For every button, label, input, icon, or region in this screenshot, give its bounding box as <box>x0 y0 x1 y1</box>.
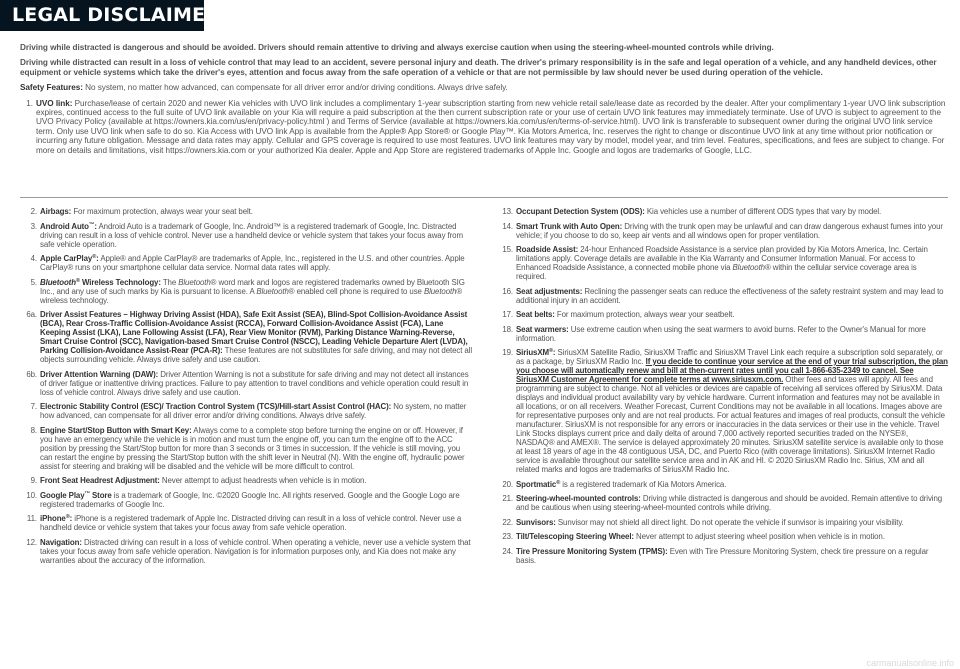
disclaimer-6a: 6a. Driver Assist Features – Highway Driving Assist (HDA), Safe Exit Assist (SEA), Blind-Spot Collision-Avoidance Assist (BCA), Rear Cross-Traffic Collision-Avoidance Assist (RCCA), Forward Collision-Avoidance Assist (FCA), Lane Keeping Assist (LKA), Lane Following Assist (LFA), Rear View Monitor (RVM), Parking Distance Warning-Reverse, Smart Cruise Control (SCC), Navigation-based Smart Cruise Control (NSCC), Leading Vehicle Departure Alert (LVDA), Parking Collision-Avoidance Assist-Rear (PCA-R): These features are not substitutes for safe driving, and may not detect all objects surrounding vehicle. Always drive safely and use caution. <box>26 310 473 364</box>
disclaimer-19: 19. SiriusXM®: SiriusXM Satellite Radio, SiriusXM Traffic and SiriusXM Travel Link each require a subscription sold separately, or as a package, by SiriusXM Radio Inc. If you decide to continue your service at the end of your trial subscription, the plan you choose will automatically renew and bill at then-current rates until you call 1-866-635-2349 to cancel. See SiriusXM Customer Agreement for complete terms at www.siriusxm.com. Other fees and taxes will apply. All fees and programming are subject to change. Not all vehicles or devices are capable of receiving all services offered by SiriusXM. Data displays and individual product availability vary by vehicle hardware. Current information and features may not be available in all locations, or on all receivers. Weather Forecast, Current Conditions may not be available in all locations. Images above are for representative purposes only and are not real products. For actual features and images of real products, consult the vehicle manufacturer. SiriusXM is not responsible for any errors or inaccuracies in the data services or their use in the vehicle. Travel Link Stocks displays current price and daily delta of around 7,000 actively reported securities traded on the NYSE®, NASDAQ® and AMEX®. The service is delayed approximately 20 minutes. SiriusXM satellite service is available only to those at least 18 years of age in the 48 contiguous USA, DC, and Puerto Rico (with coverage limitations). SiriusXM Internet Radio service is available throughout our satellite service area and in AK and HI. © 2020 SiriusXM Radio Inc. Sirius, XM and all related marks and logos are trademarks of SiriusXM Radio Inc. <box>502 348 948 474</box>
disclaimer-7: 7. Electronic Stability Control (ESC)/ Traction Control System (TCS)/Hill-start Assist Control (HAC): No system, no matter how advanced, can compensate for all driver error and/or driving conditions. Always drive safely. <box>30 402 467 420</box>
disclaimer-14: 14. Smart Trunk with Auto Open: Driving with the trunk open may be unlawful and can draw dangerous exhaust fumes into your vehicle; if you choose to do so, keep air vents and all windows open for proper ventilation. <box>502 221 943 240</box>
disclaimers-left-column <box>20 207 472 570</box>
distraction-warning-short: Driving while distracted is dangerous and should be avoided. Drivers should remain attentive to driving and always exercise caution when using the steering-wheel-mounted controls while driving. <box>20 43 774 52</box>
disclaimer-18: 18. Seat warmers: Use extreme caution when using the seat warmers to avoid burns. Refer to the Owner's Manual for more information. <box>502 324 926 343</box>
site-watermark: carmanualsonline.info <box>866 658 954 668</box>
disclaimer-6b: 6b. Driver Attention Warning (DAW): Driver Attention Warning is not a substitute for safe driving and may not detect all instances of driver fatigue or inattentive driving practices. Failure to pay attention to travel conditions and vehicle operation could result in loss of vehicle control. Always drive safely and use caution. <box>26 369 469 397</box>
header-bar <box>0 0 235 31</box>
disclaimer-2: 2. Airbags: For maximum protection, always wear your seat belt. <box>30 207 253 216</box>
section-divider <box>20 197 948 198</box>
safety-features-label: Safety Features: <box>20 83 83 93</box>
disclaimer-1-label: UVO link: <box>36 98 73 108</box>
disclaimer-12: 12. Navigation: Distracted driving can result in a loss of vehicle control. When operating a vehicle, never use a vehicle system that takes your focus away from safe vehicle operation. Navigation is for information purposes only, and Kia does not make any warranties about the accuracy of the information. <box>26 537 471 565</box>
page-title: LEGAL DISCLAIMERS <box>12 4 235 26</box>
disclaimer-8: 8. Engine Start/Stop Button with Smart Key: Always come to a complete stop before turning the engine on or off. However, if you have an emergency while the vehicle is in motion and must turn the engine off, you can turn the engine off to the ACC position by pressing the Start/Stop button for more than 3 seconds or 3 times in succession. If the vehicle is still moving, you can restart the engine by pressing the Start/Stop button with the shift lever in Neutral (N). With the engine off, hydraulic power assist for steering and braking will be disabled and the vehicle will be more difficult to control. <box>30 425 465 471</box>
safety-features-text: No system, no matter how advanced, can compensate for all driver error and/or driving conditions. Always drive safely. <box>85 83 508 93</box>
disclaimer-23: 23. Tilt/Telescoping Steering Wheel: Never attempt to adjust steering wheel position when vehicle is in motion. <box>502 532 885 541</box>
disclaimer-10: 10. Google Play™ Store is a trademark of Google, Inc. ©2020 Google Inc. All rights reserved. Google and the Google Logo are registered trademarks of Google Inc. <box>26 490 460 509</box>
disclaimer-1: 1. UVO link: Purchase/lease of certain 2020 and newer Kia vehicles with UVO link includes a complimentary 1-year subscription starting from new vehicle retail sale/lease date as recorded by the dealer. After your complimentary 1-year UVO link subscription expires, continued access to the full suite of UVO link available on your Kia will require a paid subscription at the then current subscription rate or your use of certain UVO link features may immediately terminate. Use of UVO is subject to agreement to the UVO Privacy Policy (available at https://owners.kia.com/us/en/privacy-policy.html ) and Terms of Service (available at https://owners.kia.com/us/en/terms-of-service.html). UVO link is transferable to subsequent owner during the original UVO link service term. Only use UVO link when safe to do so. Kia Access with UVO link App is available from the Apple® App Store® or Google Play™. Kia Motors America, Inc. reserves the right to change or discontinue UVO link at any time without prior notification or incurring any future obligation. Message and data rates may apply. Cellular and GPS coverage is required to use most features. UVO link features may vary by model, model year, and trim level. Features, specifications, and fees are subject to change. For more on details and limitations, visit https://owners.kia.com or your authorized Kia dealer. Apple and App Store are registered trademarks of Apple Inc. Google and logos are trademarks of Google, LLC. <box>26 98 946 155</box>
disclaimer-24: 24. Tire Pressure Monitoring System (TPMS): Even with Tire Pressure Monitoring System, check tire pressure on a regular basis. <box>502 546 929 565</box>
disclaimer-22: 22. Sunvisors: Sunvisor may not shield all direct light. Do not operate the vehicle if sunvisor is impairing your visibility. <box>502 517 904 527</box>
safety-features-note <box>20 83 948 92</box>
disclaimer-11: 11. iPhone®: iPhone is a registered trademark of Apple Inc. Distracted driving can result in a loss of vehicle control. Never use a handheld device or vehicle system that takes your focus away from safe vehicle operation. <box>26 514 462 532</box>
disclaimer-5: 5. Bluetooth® Wireless Technology: The Bluetooth® word mark and logos are registered trademarks owned by Bluetooth SIG Inc., and any use of such marks by Kia is pursuant to license. A Bluetooth® enabled cell phone is required to use Bluetooth® wireless technology. <box>30 277 465 305</box>
siriusxm-renewal-terms: If you decide to continue your service at the end of your trial subscription, the plan you choose will automatically renew and bill at then-current rates until you call 1-866-635-2349 to cancel. See SiriusXM Customer Agreement for complete terms at www.siriusxm.com. <box>516 357 948 384</box>
disclaimers-right-column <box>496 207 948 570</box>
disclaimer-3: 3. Android Auto™: Android Auto is a trademark of Google, Inc. Android™ is a registered trademark of Google, Inc. Distracted driving can result in a loss of vehicle control. Never use a handheld device or vehicle system that takes your focus away from safe vehicle operation. <box>30 221 463 249</box>
disclaimer-17: 17. Seat belts: For maximum protection, always wear your seatbelt. <box>502 310 735 319</box>
disclaimer-15: 15. Roadside Assist: 24-hour Enhanced Roadside Assistance is a service plan provided by Kia Motors America, Inc. Certain limitations apply. Coverage details are available in the Kia Warranty and Consumer Information Manual. For access to Enhanced Roadside Assistance, a connected mobile phone via Bluetooth® within the cellular service coverage area is required. <box>502 245 928 281</box>
disclaimer-4: 4. Apple CarPlay®: Apple® and Apple CarPlay® are trademarks of Apple, Inc., registered in the U.S. and other countries. Apple CarPlay® runs on your smartphone cellular data service. Normal data rates will apply. <box>30 254 465 272</box>
disclaimer-13: 13. Occupant Detection System (ODS): Kia vehicles use a number of different ODS types that vary by model. <box>502 207 882 216</box>
disclaimer-20: 20. Sportmatic® is a registered trademark of Kia Motors America. <box>502 479 727 489</box>
disclaimer-1-text: Purchase/lease of certain 2020 and newer Kia vehicles with UVO link includes a complimentary 1-year subscription starting from new vehicle retail sale/lease date as recorded by the dealer. After your complimentary 1-year UVO link subscription expires, continued access to the full suite of UVO link available on your Kia will require a paid subscription at the then current subscription rate or your use of certain UVO link features may immediately terminate. Use of UVO is subject to agreement to the UVO Privacy Policy (available at https://owners.kia.com/us/en/privacy-policy.html ) and Terms of Service (available at https://owners.kia.com/us/en/terms-of-service.html). UVO link is transferable to subsequent owner during the original UVO link service term. Only use UVO link when safe to do so. Kia Access with UVO link App is available from the Apple® App Store® or Google Play™. Kia Motors America, Inc. reserves the right to change or discontinue UVO link at any time without prior notification or incurring any future obligation. Message and data rates may apply. Cellular and GPS coverage is required to use most features. UVO link features may vary by model, model year, and trim level. Features, specifications, and fees are subject to change. For more on details and limitations, visit https://owners.kia.com or your authorized Kia dealer. Apple and App Store are registered trademarks of Apple Inc. Google and logos are trademarks of Google, LLC. <box>36 98 946 155</box>
distraction-warning-long: Driving while distracted can result in a loss of vehicle control that may lead to an accident, severe personal injury and death. The driver's primary responsibility is in the safe and legal operation of a vehicle, and any handheld devices, other equipment or vehicle systems which take the driver's eyes, attention and focus away from the safe operation of a vehicle or that are not permissible by law should never be used during operation of the vehicle. <box>20 58 937 77</box>
disclaimer-21: 21. Steering-wheel-mounted controls: Driving while distracted is dangerous and should be avoided. Remain attentive to driving and be cautious when using steering-wheel-mounted controls while driving. <box>502 494 943 512</box>
disclaimer-16: 16. Seat adjustments: Reclining the passenger seats can reduce the effectiveness of the safety restraint system and may lead to additional injury in an accident. <box>502 286 944 305</box>
intro-section <box>20 43 948 155</box>
disclaimer-9: 9. Front Seat Headrest Adjustment: Never attempt to adjust headrests when vehicle is in motion. <box>30 476 367 485</box>
